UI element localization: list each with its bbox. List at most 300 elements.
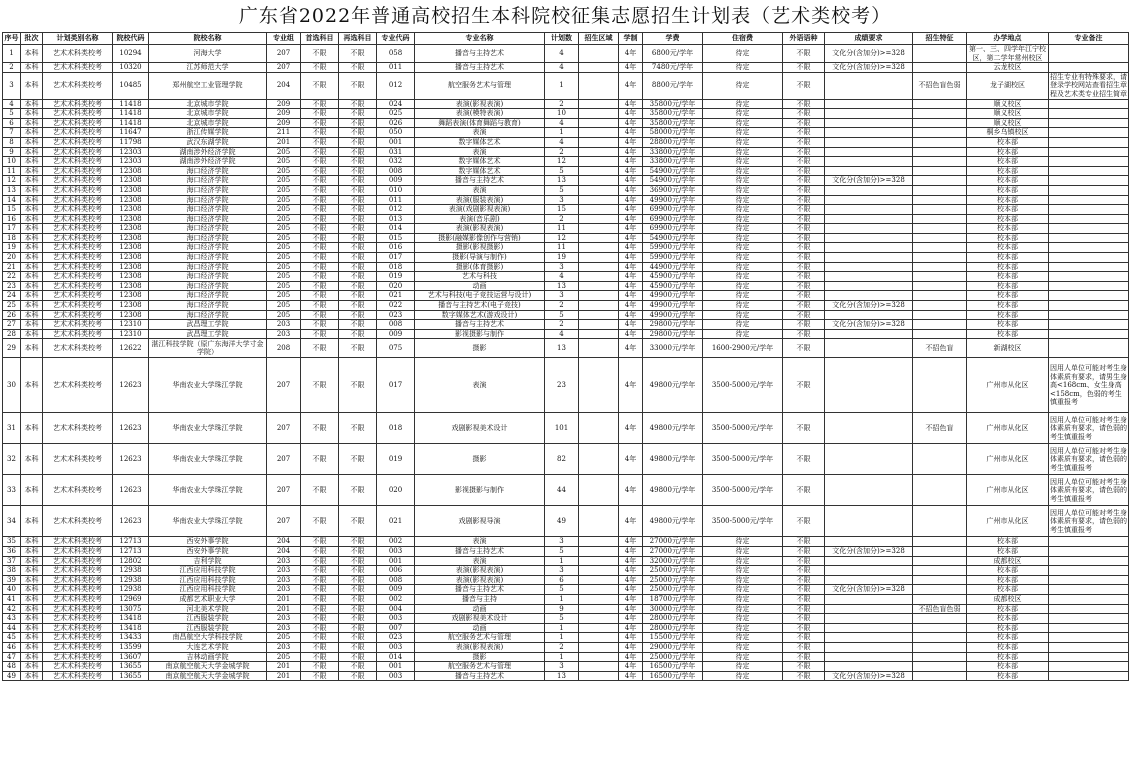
table-cell: 海口经济学院	[149, 262, 267, 272]
table-cell: 不限	[301, 128, 339, 138]
table-cell: 不限	[783, 329, 825, 339]
table-cell: 不招色盲色弱	[913, 72, 967, 99]
table-cell: 本科	[21, 281, 43, 291]
table-cell: 待定	[703, 72, 783, 99]
column-header: 专业名称	[415, 33, 545, 45]
table-cell: 艺术术科类校考	[43, 662, 113, 672]
table-cell: 播音与主持艺术	[415, 671, 545, 681]
table-cell	[1049, 604, 1129, 614]
table-cell: 3	[545, 262, 579, 272]
table-cell	[1049, 109, 1129, 119]
table-cell: 不招色盲	[913, 413, 967, 444]
table-cell: 摄影(融媒影像创作与营销)	[415, 233, 545, 243]
table-cell: 浙江传媒学院	[149, 128, 267, 138]
table-cell	[1049, 214, 1129, 224]
table-cell	[825, 72, 913, 99]
table-cell: 207	[267, 475, 301, 506]
table-cell: 不限	[301, 339, 339, 358]
page-title: 广东省2022年普通高校招生本科院校征集志愿招生计划表（艺术类校考）	[238, 5, 892, 27]
table-cell: 不限	[339, 594, 377, 604]
table-cell: 本科	[21, 63, 43, 73]
table-cell: 23	[545, 358, 579, 413]
table-cell: 44	[3, 623, 21, 633]
table-cell: 不限	[783, 604, 825, 614]
table-cell: 019	[377, 444, 415, 475]
table-cell: 云龙校区	[967, 63, 1049, 73]
table-cell: 不限	[783, 594, 825, 604]
column-header: 学制	[619, 33, 643, 45]
table-cell: 207	[267, 358, 301, 413]
table-cell: 30	[3, 358, 21, 413]
table-cell: 艺术术科类校考	[43, 642, 113, 652]
table-cell: 12308	[113, 233, 149, 243]
table-cell: 本科	[21, 329, 43, 339]
table-cell: 不限	[783, 566, 825, 576]
table-cell: 16500元/学年	[643, 671, 703, 681]
table-cell: 不限	[301, 281, 339, 291]
table-cell: 8	[3, 137, 21, 147]
table-cell: 待定	[703, 262, 783, 272]
table-cell: 数字媒体艺术(游戏设计)	[415, 310, 545, 320]
table-cell: 不限	[339, 99, 377, 109]
table-cell: 不招色盲色弱	[913, 604, 967, 614]
table-cell	[1049, 272, 1129, 282]
table-cell: 49800元/学年	[643, 413, 703, 444]
table-cell: 4年	[619, 671, 643, 681]
table-cell	[1049, 99, 1129, 109]
table-cell	[825, 614, 913, 624]
table-cell	[913, 176, 967, 186]
table-cell: 文化分(含加分)>=328	[825, 671, 913, 681]
table-cell: 待定	[703, 147, 783, 157]
table-cell: 12308	[113, 291, 149, 301]
table-cell: 不限	[783, 444, 825, 475]
table-cell: 1	[545, 623, 579, 633]
table-cell	[579, 214, 619, 224]
table-cell: 不限	[783, 253, 825, 263]
table-cell: 本科	[21, 109, 43, 119]
table-cell: 播音与主持艺术	[415, 176, 545, 186]
table-cell: 不限	[301, 444, 339, 475]
table-cell	[1049, 594, 1129, 604]
table-cell: 5	[545, 310, 579, 320]
table-cell: 4年	[619, 662, 643, 672]
table-cell: 不限	[783, 652, 825, 662]
table-cell: 13599	[113, 642, 149, 652]
table-cell: 3	[545, 291, 579, 301]
table-cell: 011	[377, 63, 415, 73]
table-cell: 15	[545, 205, 579, 215]
table-cell	[579, 585, 619, 595]
table-cell: 数字媒体艺术	[415, 166, 545, 176]
table-cell: 不限	[783, 224, 825, 234]
table-cell: 54900元/学年	[643, 166, 703, 176]
table-cell: 不限	[339, 157, 377, 167]
table-cell: 12308	[113, 262, 149, 272]
table-cell: 华南农业大学珠江学院	[149, 444, 267, 475]
table-cell: 12969	[113, 594, 149, 604]
table-cell: 4年	[619, 652, 643, 662]
table-cell: 艺术术科类校考	[43, 128, 113, 138]
table-cell	[579, 614, 619, 624]
table-cell: 6	[3, 118, 21, 128]
table-cell: 不限	[783, 662, 825, 672]
table-cell: 待定	[703, 253, 783, 263]
table-cell: 海口经济学院	[149, 185, 267, 195]
table-cell: 不限	[301, 604, 339, 614]
table-cell: 不限	[339, 671, 377, 681]
table-cell	[579, 63, 619, 73]
table-cell	[913, 547, 967, 557]
table-cell: 49800元/学年	[643, 475, 703, 506]
table-cell: 影视摄影与制作	[415, 475, 545, 506]
table-row	[3, 281, 1129, 291]
table-cell: 11798	[113, 137, 149, 147]
table-cell	[579, 642, 619, 652]
table-cell: 戏剧影视美术设计	[415, 614, 545, 624]
table-cell	[579, 281, 619, 291]
table-cell: 007	[377, 623, 415, 633]
table-cell: 不限	[783, 118, 825, 128]
table-cell: 不限	[339, 633, 377, 643]
table-cell: 026	[377, 118, 415, 128]
table-cell: 15500元/学年	[643, 633, 703, 643]
table-cell: 待定	[703, 195, 783, 205]
table-cell: 不限	[301, 185, 339, 195]
table-cell: 201	[267, 671, 301, 681]
table-cell: 12310	[113, 329, 149, 339]
table-cell	[825, 99, 913, 109]
table-cell: 21	[3, 262, 21, 272]
table-cell: 3500-5000元/学年	[703, 506, 783, 537]
table-row	[3, 329, 1129, 339]
table-cell: 待定	[703, 281, 783, 291]
table-cell: 不限	[339, 623, 377, 633]
table-cell: 艺术术科类校考	[43, 339, 113, 358]
table-cell: 本科	[21, 272, 43, 282]
table-cell: 航空服务艺术与管理	[415, 662, 545, 672]
table-cell: 12	[545, 233, 579, 243]
table-cell: 38	[3, 566, 21, 576]
table-cell	[913, 594, 967, 604]
table-cell: 大连艺术学院	[149, 642, 267, 652]
table-cell	[579, 166, 619, 176]
table-cell: 本科	[21, 671, 43, 681]
table-cell: 002	[377, 594, 415, 604]
table-cell: 209	[267, 109, 301, 119]
table-cell: 1	[545, 72, 579, 99]
table-cell: 待定	[703, 575, 783, 585]
table-cell: 武汉东湖学院	[149, 137, 267, 147]
table-cell: 不限	[339, 614, 377, 624]
table-cell: 59900元/学年	[643, 243, 703, 253]
table-cell	[1049, 642, 1129, 652]
table-cell: 影视摄影与制作	[415, 329, 545, 339]
table-cell: 播音与主持	[415, 594, 545, 604]
table-cell: 校本部	[967, 633, 1049, 643]
table-cell: 208	[267, 339, 301, 358]
table-cell: 艺术术科类校考	[43, 262, 113, 272]
table-cell: 207	[267, 444, 301, 475]
table-cell	[913, 262, 967, 272]
table-cell	[579, 301, 619, 311]
table-cell: 011	[377, 195, 415, 205]
table-cell	[579, 575, 619, 585]
table-cell	[579, 118, 619, 128]
table-cell: 校本部	[967, 157, 1049, 167]
table-cell: 海口经济学院	[149, 243, 267, 253]
table-cell: 本科	[21, 291, 43, 301]
table-cell: 13607	[113, 652, 149, 662]
table-cell: 校本部	[967, 329, 1049, 339]
table-cell: 12623	[113, 475, 149, 506]
table-cell: 不限	[339, 575, 377, 585]
table-cell: 36900元/学年	[643, 185, 703, 195]
table-cell: 海口经济学院	[149, 272, 267, 282]
table-cell: 023	[377, 633, 415, 643]
table-cell: 不限	[783, 166, 825, 176]
table-cell	[1049, 662, 1129, 672]
table-cell: 009	[377, 176, 415, 186]
table-cell: 4年	[619, 506, 643, 537]
table-cell: 203	[267, 556, 301, 566]
table-cell: 不限	[301, 233, 339, 243]
table-cell: 本科	[21, 253, 43, 263]
table-cell: 4	[545, 272, 579, 282]
table-cell: 不限	[339, 128, 377, 138]
table-cell: 表演(影视表演)	[415, 224, 545, 234]
table-cell	[1049, 320, 1129, 330]
table-cell: 不限	[783, 262, 825, 272]
table-cell: 文化分(含加分)>=328	[825, 301, 913, 311]
table-cell: 不限	[301, 506, 339, 537]
table-row	[3, 642, 1129, 652]
table-cell: 摄影(体育摄影)	[415, 262, 545, 272]
table-cell: 摄影	[415, 652, 545, 662]
table-cell	[579, 604, 619, 614]
table-cell: 本科	[21, 475, 43, 506]
table-cell: 校本部	[967, 547, 1049, 557]
table-cell	[579, 224, 619, 234]
table-cell: 不限	[339, 547, 377, 557]
table-cell: 008	[377, 320, 415, 330]
table-cell: 本科	[21, 556, 43, 566]
table-cell: 8800元/学年	[643, 72, 703, 99]
table-cell: 校本部	[967, 585, 1049, 595]
table-cell: 205	[267, 272, 301, 282]
table-cell: 待定	[703, 652, 783, 662]
table-cell: 艺术术科类校考	[43, 506, 113, 537]
table-cell	[825, 272, 913, 282]
table-cell	[913, 556, 967, 566]
table-cell: 艺术术科类校考	[43, 329, 113, 339]
table-cell: 艺术术科类校考	[43, 444, 113, 475]
table-cell: 艺术术科类校考	[43, 614, 113, 624]
table-cell: 33	[3, 475, 21, 506]
table-cell: 203	[267, 614, 301, 624]
table-cell: 不限	[783, 233, 825, 243]
table-cell: 33800元/学年	[643, 147, 703, 157]
table-cell: 7	[3, 128, 21, 138]
table-cell: 校本部	[967, 566, 1049, 576]
table-cell	[579, 358, 619, 413]
table-cell: 郑州航空工业管理学院	[149, 72, 267, 99]
table-cell: 003	[377, 671, 415, 681]
table-cell: 25000元/学年	[643, 585, 703, 595]
table-cell: 020	[377, 281, 415, 291]
table-cell: 49800元/学年	[643, 506, 703, 537]
table-cell: 不限	[339, 444, 377, 475]
table-cell	[1049, 329, 1129, 339]
table-cell	[825, 444, 913, 475]
table-cell: 表演	[415, 537, 545, 547]
table-cell: 11	[3, 166, 21, 176]
table-cell: 数字媒体艺术	[415, 137, 545, 147]
table-cell: 201	[267, 137, 301, 147]
table-cell: 003	[377, 614, 415, 624]
table-cell: 不限	[339, 109, 377, 119]
table-cell: 4年	[619, 339, 643, 358]
table-cell: 不限	[339, 118, 377, 128]
table-cell	[825, 662, 913, 672]
table-cell: 35800元/学年	[643, 118, 703, 128]
table-row	[3, 671, 1129, 681]
column-header: 住宿费	[703, 33, 783, 45]
table-cell: 校本部	[967, 205, 1049, 215]
table-cell: 12938	[113, 585, 149, 595]
table-cell	[825, 291, 913, 301]
table-cell	[1049, 195, 1129, 205]
table-cell	[579, 233, 619, 243]
table-cell: 6800元/学年	[643, 45, 703, 63]
table-cell	[579, 310, 619, 320]
table-cell: 校本部	[967, 291, 1049, 301]
table-cell: 不限	[339, 72, 377, 99]
table-cell: 不限	[783, 537, 825, 547]
table-cell: 待定	[703, 224, 783, 234]
table-cell: 航空服务艺术与管理	[415, 72, 545, 99]
table-cell: 新湖校区	[967, 339, 1049, 358]
table-cell: 001	[377, 662, 415, 672]
table-cell: 205	[267, 157, 301, 167]
table-cell: 艺术术科类校考	[43, 205, 113, 215]
table-cell	[579, 176, 619, 186]
table-cell: 待定	[703, 604, 783, 614]
table-cell: 006	[377, 566, 415, 576]
table-cell: 54900元/学年	[643, 233, 703, 243]
table-cell	[1049, 166, 1129, 176]
table-cell: 不限	[339, 195, 377, 205]
table-cell: 本科	[21, 310, 43, 320]
table-cell: 11647	[113, 128, 149, 138]
table-cell: 12308	[113, 224, 149, 234]
table-cell: 28000元/学年	[643, 623, 703, 633]
table-cell	[913, 214, 967, 224]
table-cell: 4年	[619, 243, 643, 253]
table-cell: 2	[545, 642, 579, 652]
table-cell: 艺术术科类校考	[43, 291, 113, 301]
table-cell: 34	[3, 506, 21, 537]
table-cell	[1049, 205, 1129, 215]
table-cell: 航空服务艺术与管理	[415, 633, 545, 643]
table-cell: 本科	[21, 585, 43, 595]
table-cell: 不限	[301, 642, 339, 652]
table-cell	[579, 556, 619, 566]
table-cell: 1	[3, 45, 21, 63]
table-cell: 广州市从化区	[967, 358, 1049, 413]
table-cell: 10	[545, 109, 579, 119]
table-cell: 12802	[113, 556, 149, 566]
table-cell: 本科	[21, 185, 43, 195]
table-cell	[579, 537, 619, 547]
table-cell: 不限	[339, 63, 377, 73]
table-cell: 不限	[339, 253, 377, 263]
table-cell	[579, 413, 619, 444]
table-row	[3, 310, 1129, 320]
table-cell: 205	[267, 176, 301, 186]
table-cell: 待定	[703, 128, 783, 138]
table-cell	[913, 128, 967, 138]
table-cell: 4年	[619, 575, 643, 585]
table-cell: 017	[377, 358, 415, 413]
table-cell: 不限	[339, 320, 377, 330]
table-cell: 12308	[113, 195, 149, 205]
table-cell	[1049, 585, 1129, 595]
table-row	[3, 506, 1129, 537]
table-cell: 不限	[783, 585, 825, 595]
table-cell: 4年	[619, 272, 643, 282]
table-cell: 不限	[783, 272, 825, 282]
table-row	[3, 585, 1129, 595]
table-cell: 4	[3, 99, 21, 109]
table-cell	[1049, 633, 1129, 643]
table-cell	[825, 185, 913, 195]
table-cell: 4	[545, 63, 579, 73]
table-cell: 因用人单位可能对考生身体素质有要求，请色弱的考生慎重报考	[1049, 506, 1129, 537]
table-cell: 艺术术科类校考	[43, 109, 113, 119]
table-cell: 艺术术科类校考	[43, 310, 113, 320]
table-cell: 成都艺术职业大学	[149, 594, 267, 604]
table-cell: 032	[377, 157, 415, 167]
table-cell	[579, 205, 619, 215]
table-cell: 4年	[619, 157, 643, 167]
table-cell: 41	[3, 594, 21, 604]
table-cell: 待定	[703, 137, 783, 147]
table-cell: 本科	[21, 157, 43, 167]
table-row	[3, 413, 1129, 444]
table-cell: 艺术术科类校考	[43, 281, 113, 291]
table-cell: 本科	[21, 614, 43, 624]
table-cell: 播音与主持艺术	[415, 45, 545, 63]
table-cell: 海口经济学院	[149, 301, 267, 311]
table-cell: 204	[267, 537, 301, 547]
table-cell: 2	[545, 301, 579, 311]
table-cell: 不限	[301, 243, 339, 253]
table-cell: 华南农业大学珠江学院	[149, 413, 267, 444]
table-cell: 12308	[113, 243, 149, 253]
table-cell: 不限	[301, 623, 339, 633]
table-cell: 27000元/学年	[643, 537, 703, 547]
table-cell: 本科	[21, 633, 43, 643]
table-row	[3, 205, 1129, 215]
table-cell: 12308	[113, 185, 149, 195]
table-cell	[913, 671, 967, 681]
column-header: 招生特征	[913, 33, 967, 45]
table-cell	[913, 633, 967, 643]
table-cell: 不限	[339, 137, 377, 147]
table-cell: 2	[545, 99, 579, 109]
table-cell: 不限	[301, 118, 339, 128]
